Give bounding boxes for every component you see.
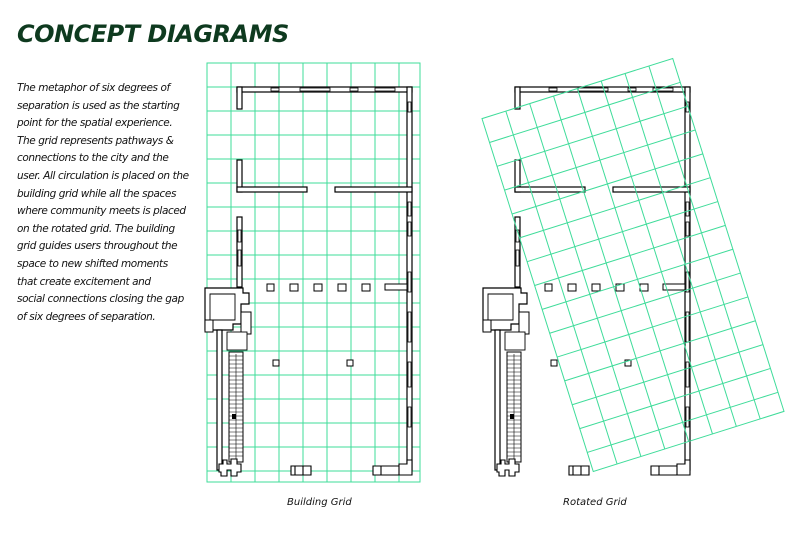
grid-line: [580, 368, 771, 428]
grid-line: [649, 66, 760, 419]
grid-line: [530, 104, 641, 457]
grid-line: [542, 249, 733, 309]
grid-line: [535, 225, 726, 285]
grid-line: [625, 74, 736, 427]
grid-line: [565, 321, 756, 381]
caption-building-grid: Building Grid: [287, 497, 352, 508]
description-line: space to new shifted moments: [17, 257, 168, 270]
description-line: The grid represents pathways &: [17, 134, 174, 147]
grid-line: [601, 81, 712, 434]
grid-line: [497, 106, 688, 166]
description-line: connections to the city and the: [17, 152, 169, 165]
description-line: building grid while all the spaces: [17, 187, 177, 200]
grid-line: [572, 345, 763, 405]
description-line: where community meets is placed: [17, 205, 186, 218]
grid-line: [577, 89, 688, 442]
description-line: separation is used as the starting: [17, 99, 180, 112]
description-line: user. All circulation is placed on the: [17, 169, 189, 182]
description-line: grid guides users throughout the: [17, 240, 178, 253]
caption-rotated-grid: Rotated Grid: [563, 497, 627, 508]
grid-line: [505, 130, 696, 190]
page-title: CONCEPT DIAGRAMS: [17, 20, 289, 48]
description-line: of six degrees of separation.: [17, 310, 156, 323]
description-line: that create excitement and: [17, 275, 151, 288]
rotated-grid: [482, 58, 784, 471]
description-line: The metaphor of six degrees of: [17, 82, 170, 94]
grid-line: [512, 154, 703, 214]
building-floor-plan-left: [205, 87, 412, 476]
grid-line: [557, 297, 748, 357]
building-floor-plan-right: [483, 87, 690, 476]
description-line: on the rotated grid. The building: [17, 222, 175, 235]
grid-line: [554, 96, 665, 449]
description-line: point for the spatial experience.: [17, 117, 173, 130]
description-line: social connections closing the gap: [17, 293, 184, 306]
grid-line: [550, 273, 741, 333]
